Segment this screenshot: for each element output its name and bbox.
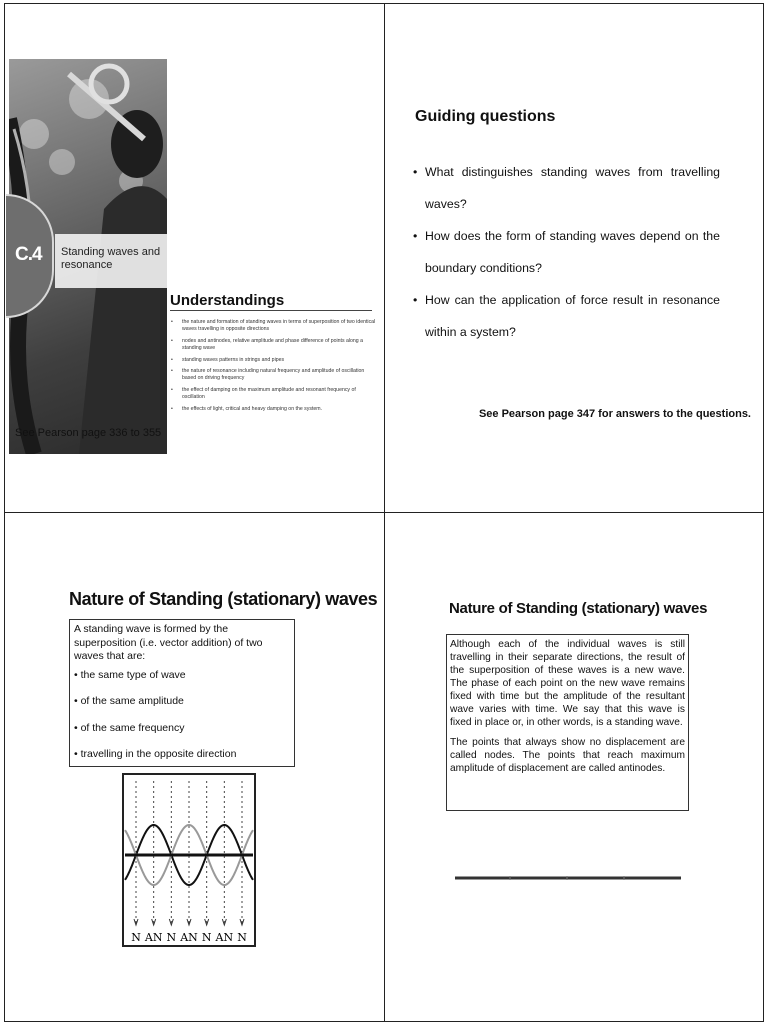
- answer-note: See Pearson page 347 for answers to the questions.: [478, 408, 751, 420]
- understanding-item: • the nature and formation of standing waves in terms of superposition of two identical waves travelling in opposite directions: [171, 319, 376, 334]
- chapter-code: C.4: [15, 244, 42, 265]
- guiding-questions-list: [415, 156, 720, 348]
- understanding-item: • nodes and antinodes, relative amplitude and phase difference of points along a standing wave: [171, 338, 376, 353]
- definition-box: [69, 619, 295, 767]
- explanation-paragraph-2: The points that always show no displacement are called nodes. The points that reach maximum amplitude of displacement are called antinodes.: [450, 737, 685, 774]
- understanding-item: • the effects of light, critical and heavy damping on the system.: [171, 406, 376, 413]
- node-label: AN: [144, 931, 163, 944]
- understandings-heading: Understandings: [170, 292, 285, 309]
- node-label: N: [166, 931, 177, 944]
- condition-item: • of the same amplitude: [74, 695, 184, 707]
- diagram-frame: [123, 774, 255, 946]
- node-label: N: [237, 931, 247, 944]
- standing-wave-diagram: [122, 773, 256, 955]
- condition-item: • travelling in the opposite direction: [74, 748, 237, 760]
- question-item: • How can the application of force result in resonance within a system?: [415, 284, 720, 348]
- understanding-item: • the effect of damping on the maximum amplitude and resonant frequency of oscillation: [171, 387, 376, 402]
- slide-2: [384, 3, 764, 513]
- slide-4: [384, 512, 764, 1022]
- node-labels: [131, 931, 247, 944]
- question-item: • How does the form of standing waves depend on the boundary conditions?: [415, 220, 720, 284]
- node-label: N: [131, 931, 141, 944]
- explanation-paragraph-1: Although each of the individual waves is still travelling in their separate directions, the result of the superposition of these waves is a new wave. The phase of each point on the new wave remains fixed with time but the amplitude of the resultant wave varies with time. We say that this wave is fixed in place or, in other words, is a standing wave.: [450, 639, 685, 728]
- slide-3: [4, 512, 385, 1022]
- understanding-item: • the nature of resonance including natural frequency and amplitude of oscillation based on driving frequency: [171, 368, 376, 383]
- pearson-reference: See Pearson page 336 to 355: [15, 427, 162, 439]
- string-diagram: [453, 873, 683, 883]
- slide-title: Nature of Standing (stationary) waves: [449, 600, 708, 617]
- understandings-list: [171, 319, 376, 417]
- node-label: AN: [180, 931, 198, 944]
- condition-item: • the same type of wave: [74, 668, 186, 681]
- condition-item: • of the same frequency: [74, 721, 185, 734]
- node-label: N: [201, 931, 212, 944]
- slide-title: Guiding questions: [415, 108, 556, 125]
- explanation-box: [446, 634, 689, 811]
- slide-1: [4, 3, 385, 513]
- slide-title: Nature of Standing (stationary) waves: [69, 589, 378, 609]
- chapter-title: Standing waves and resonance: [61, 246, 161, 271]
- question-item: • What distinguishes standing waves from travelling waves?: [415, 156, 720, 220]
- definition-intro: A standing wave is formed by the superposition (i.e. vector addition) of two waves that are:: [74, 623, 263, 662]
- understanding-item: • standing waves patterns in strings and pipes: [171, 357, 376, 364]
- heading-rule: [170, 310, 372, 311]
- node-label: AN: [215, 931, 234, 944]
